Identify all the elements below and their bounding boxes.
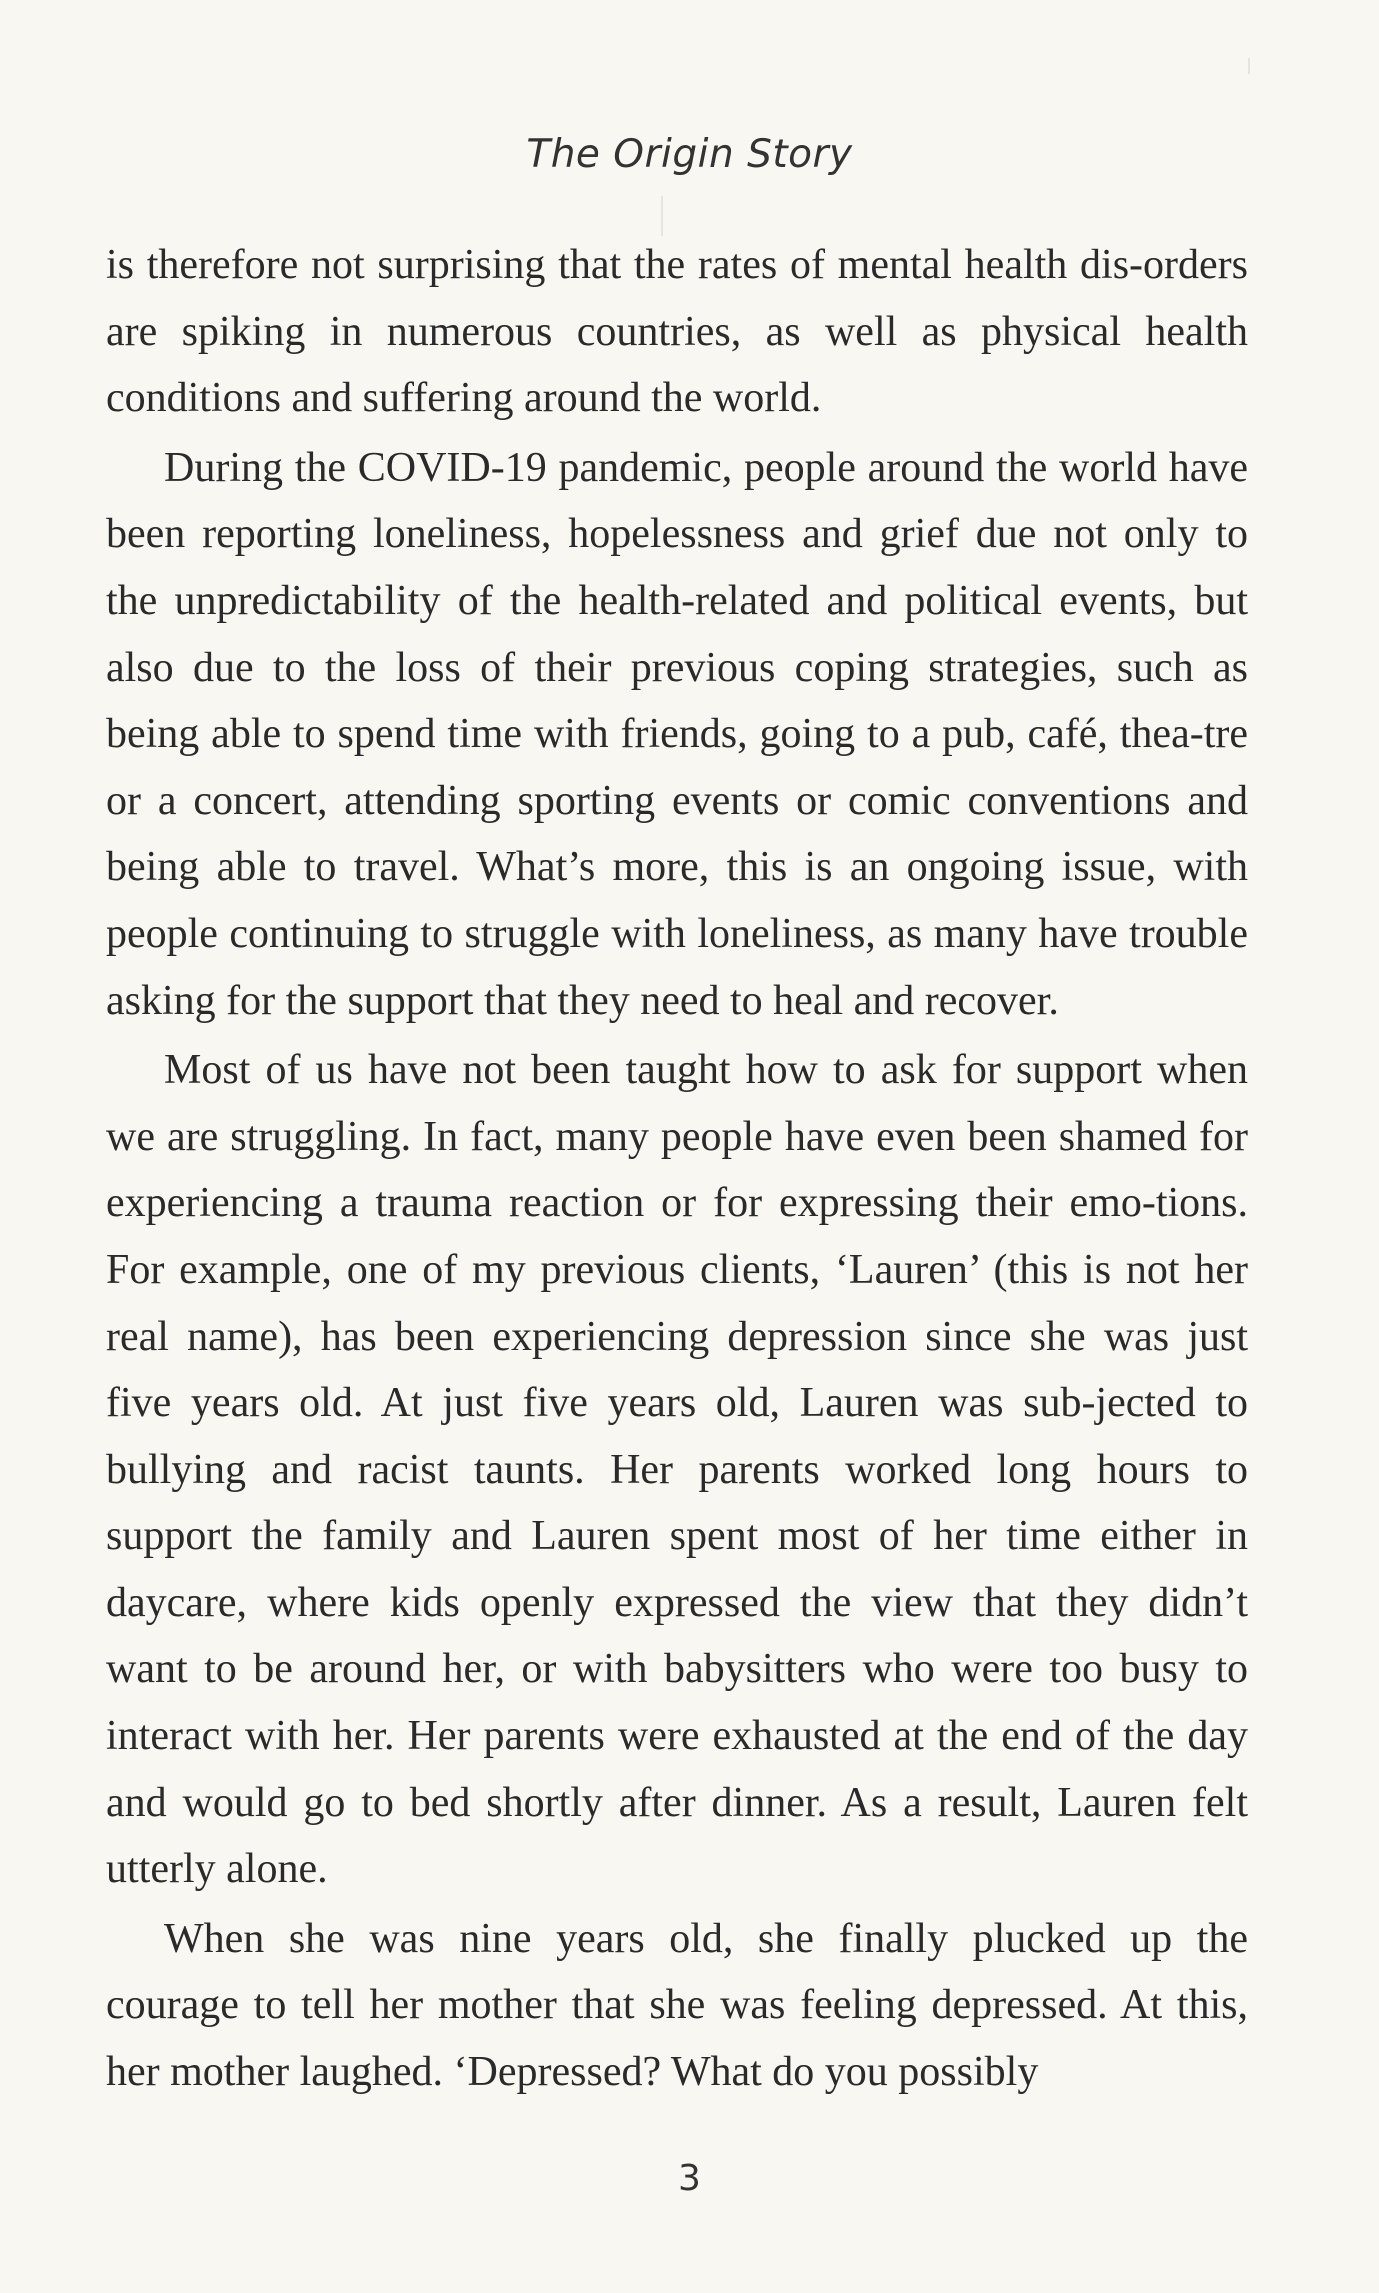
paragraph: Most of us have not been taught how to ask for support when we are struggling. In fact, many people have even been shamed for experiencing a trauma reaction or for expressing their emo-tions. For example, one of my previous clients, ‘Lauren’ (this is not her real name), has been experiencing depression since she was just five years old. At just five years old, Lauren was sub-jected to bullying and racist taunts. Her parents worked long hours to support the family and Lauren spent most of her time either in daycare, where kids openly expressed the view that they didn’t want to be around her, or with babysitters who were too busy to interact with her. Her parents were exhausted at the end of the day and would go to bed shortly after dinner. As a result, Lauren felt utterly alone. (106, 1047, 1248, 1893)
paragraph: When she was nine years old, she finally plucked up the courage to tell her mother that she was feeling depressed. At this, her mother laughed. ‘Depressed? What do you possibly (106, 1915, 1248, 2096)
paragraph: is therefore not surprising that the rates of mental health dis-orders are spiking in numerous countries, as well as physical health conditions and suffering around the world. (106, 242, 1248, 422)
scan-artifact (661, 196, 663, 236)
scan-artifact (1248, 58, 1250, 74)
paragraph: During the COVID-19 pandemic, people around the world have been reporting loneliness, hopelessness and grief due not only to the unpredictability of the health-related and political events, but also due to the loss of their previous coping strategies, such as being able to spend time with friends, going to a pub, café, thea-tre or a concert, attending sporting events or comic conventions and being able to travel. What’s more, this is an ongoing issue, with people continuing to struggle with loneliness, as many have trouble asking for the support that they need to heal and recover. (106, 444, 1248, 1024)
body-text (106, 232, 1248, 2106)
running-head: The Origin Story (526, 132, 853, 177)
page-number: 3 (678, 2158, 701, 2199)
